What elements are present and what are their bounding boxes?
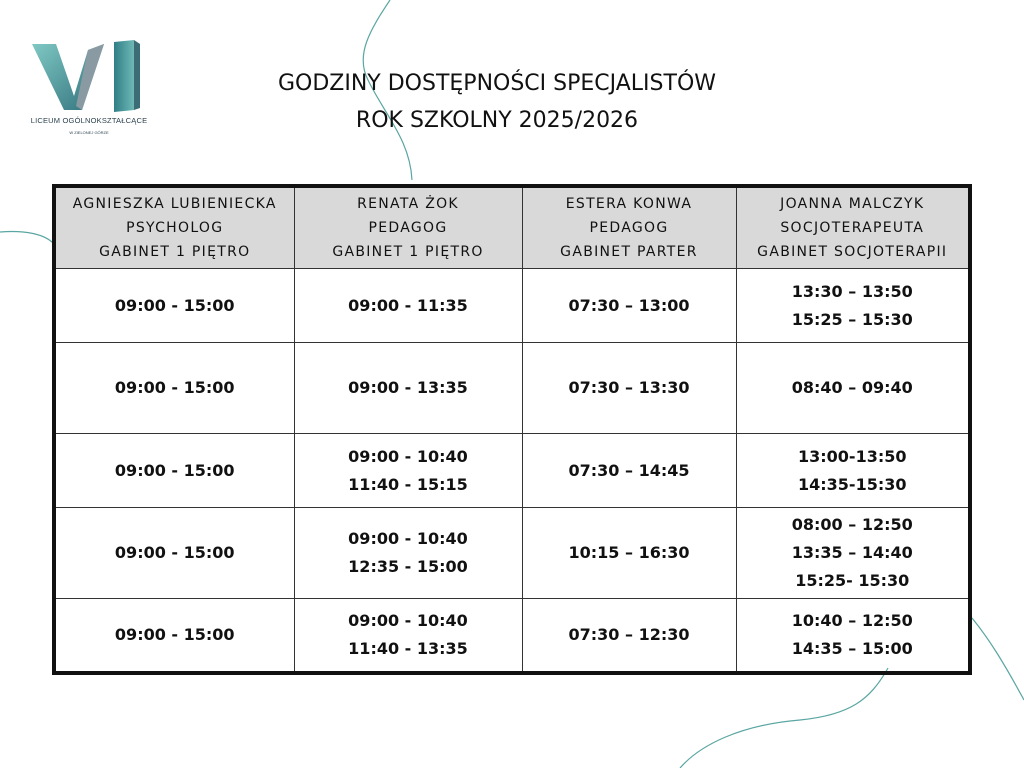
time-range: 11:40 - 15:15 xyxy=(348,474,468,494)
time-range: 09:00 - 10:40 xyxy=(348,446,468,466)
time-cell xyxy=(54,508,294,599)
decorative-curve-bottom xyxy=(680,668,888,768)
time-range: 12:35 - 15:00 xyxy=(348,557,468,576)
time-cell xyxy=(736,343,970,434)
page-subtitle: ROK SZKOLNY 2025/2026 xyxy=(355,108,639,133)
time-cell xyxy=(522,434,736,508)
specialist-room: GABINET 1 PIĘTRO xyxy=(332,244,484,260)
specialist-role: SOCJOTERAPEUTA xyxy=(780,220,925,236)
table-row xyxy=(54,269,970,343)
specialist-name: JOANNA MALCZYK xyxy=(780,196,925,212)
specialist-header-lubieniecka xyxy=(54,186,294,269)
time-range: 07:30 – 14:45 xyxy=(568,460,690,480)
time-range: 09:00 - 10:40 xyxy=(348,529,468,548)
time-cell xyxy=(736,269,970,343)
time-range: 13:35 – 14:40 xyxy=(791,543,913,562)
specialist-room: GABINET 1 PIĘTRO xyxy=(99,244,251,260)
page-title: GODZINY DOSTĘPNOŚCI SPECJALISTÓW xyxy=(277,71,717,96)
time-range: 08:00 – 12:50 xyxy=(791,515,913,534)
time-range: 07:30 – 12:30 xyxy=(568,624,690,644)
specialist-header-malczyk xyxy=(736,186,970,269)
time-cell xyxy=(294,269,522,343)
specialist-role: PEDAGOG xyxy=(589,220,669,236)
specialist-room: GABINET SOCJOTERAPII xyxy=(757,244,948,260)
time-range: 09:00 - 10:40 xyxy=(348,610,468,630)
time-cell xyxy=(522,343,736,434)
table-row xyxy=(54,599,970,673)
time-range: 10:40 – 12:50 xyxy=(791,610,913,630)
availability-table xyxy=(52,184,972,675)
table-row xyxy=(54,508,970,599)
table-row xyxy=(54,434,970,508)
specialist-room: GABINET PARTER xyxy=(560,244,698,260)
table-row xyxy=(54,343,970,434)
time-cell xyxy=(294,599,522,673)
time-cell xyxy=(54,434,294,508)
specialist-header-konwa xyxy=(522,186,736,269)
time-cell xyxy=(294,343,522,434)
specialist-role: PEDAGOG xyxy=(368,220,448,236)
time-range: 09:00 - 11:35 xyxy=(348,295,468,315)
time-range: 15:25- 15:30 xyxy=(795,571,910,590)
time-cell xyxy=(294,434,522,508)
time-range: 07:30 – 13:00 xyxy=(568,295,690,315)
time-range: 13:00-13:50 xyxy=(798,446,907,466)
time-range: 14:35-15:30 xyxy=(798,474,907,494)
time-range: 07:30 – 13:30 xyxy=(568,378,690,397)
time-cell xyxy=(54,343,294,434)
decorative-curve-left xyxy=(0,232,54,245)
time-range: 09:00 - 15:00 xyxy=(114,460,235,480)
time-range: 09:00 - 15:00 xyxy=(114,378,235,397)
logo-school-city: W ZIELONEJ GÓRZE xyxy=(69,130,109,135)
table-header-row xyxy=(54,186,970,269)
time-range: 11:40 - 13:35 xyxy=(348,638,468,658)
specialist-name: ESTERA KONWA xyxy=(565,196,693,212)
time-range: 13:30 – 13:50 xyxy=(791,281,913,301)
specialist-header-zok xyxy=(294,186,522,269)
specialist-name: RENATA ŻOK xyxy=(357,196,459,212)
logo-school-name: LICEUM OGÓLNOKSZTAŁCĄCE xyxy=(30,116,148,125)
decorative-curve-right xyxy=(972,618,1024,700)
time-range: 09:00 - 15:00 xyxy=(114,543,235,562)
time-range: 09:00 - 15:00 xyxy=(114,624,235,644)
time-range: 10:15 – 16:30 xyxy=(568,543,690,562)
time-cell xyxy=(736,508,970,599)
time-cell xyxy=(54,599,294,673)
time-range: 14:35 – 15:00 xyxy=(791,638,913,658)
time-cell xyxy=(54,269,294,343)
time-cell xyxy=(736,434,970,508)
time-cell xyxy=(736,599,970,673)
specialist-name: AGNIESZKA LUBIENIECKA xyxy=(72,196,277,212)
time-cell xyxy=(522,599,736,673)
time-cell xyxy=(522,508,736,599)
time-range: 09:00 - 15:00 xyxy=(114,295,235,315)
time-range: 15:25 – 15:30 xyxy=(791,309,913,329)
specialist-role: PSYCHOLOG xyxy=(126,220,224,236)
table-body xyxy=(54,269,970,673)
time-cell xyxy=(294,508,522,599)
time-range: 08:40 – 09:40 xyxy=(791,378,913,397)
time-range: 09:00 - 13:35 xyxy=(348,378,468,397)
time-cell xyxy=(522,269,736,343)
